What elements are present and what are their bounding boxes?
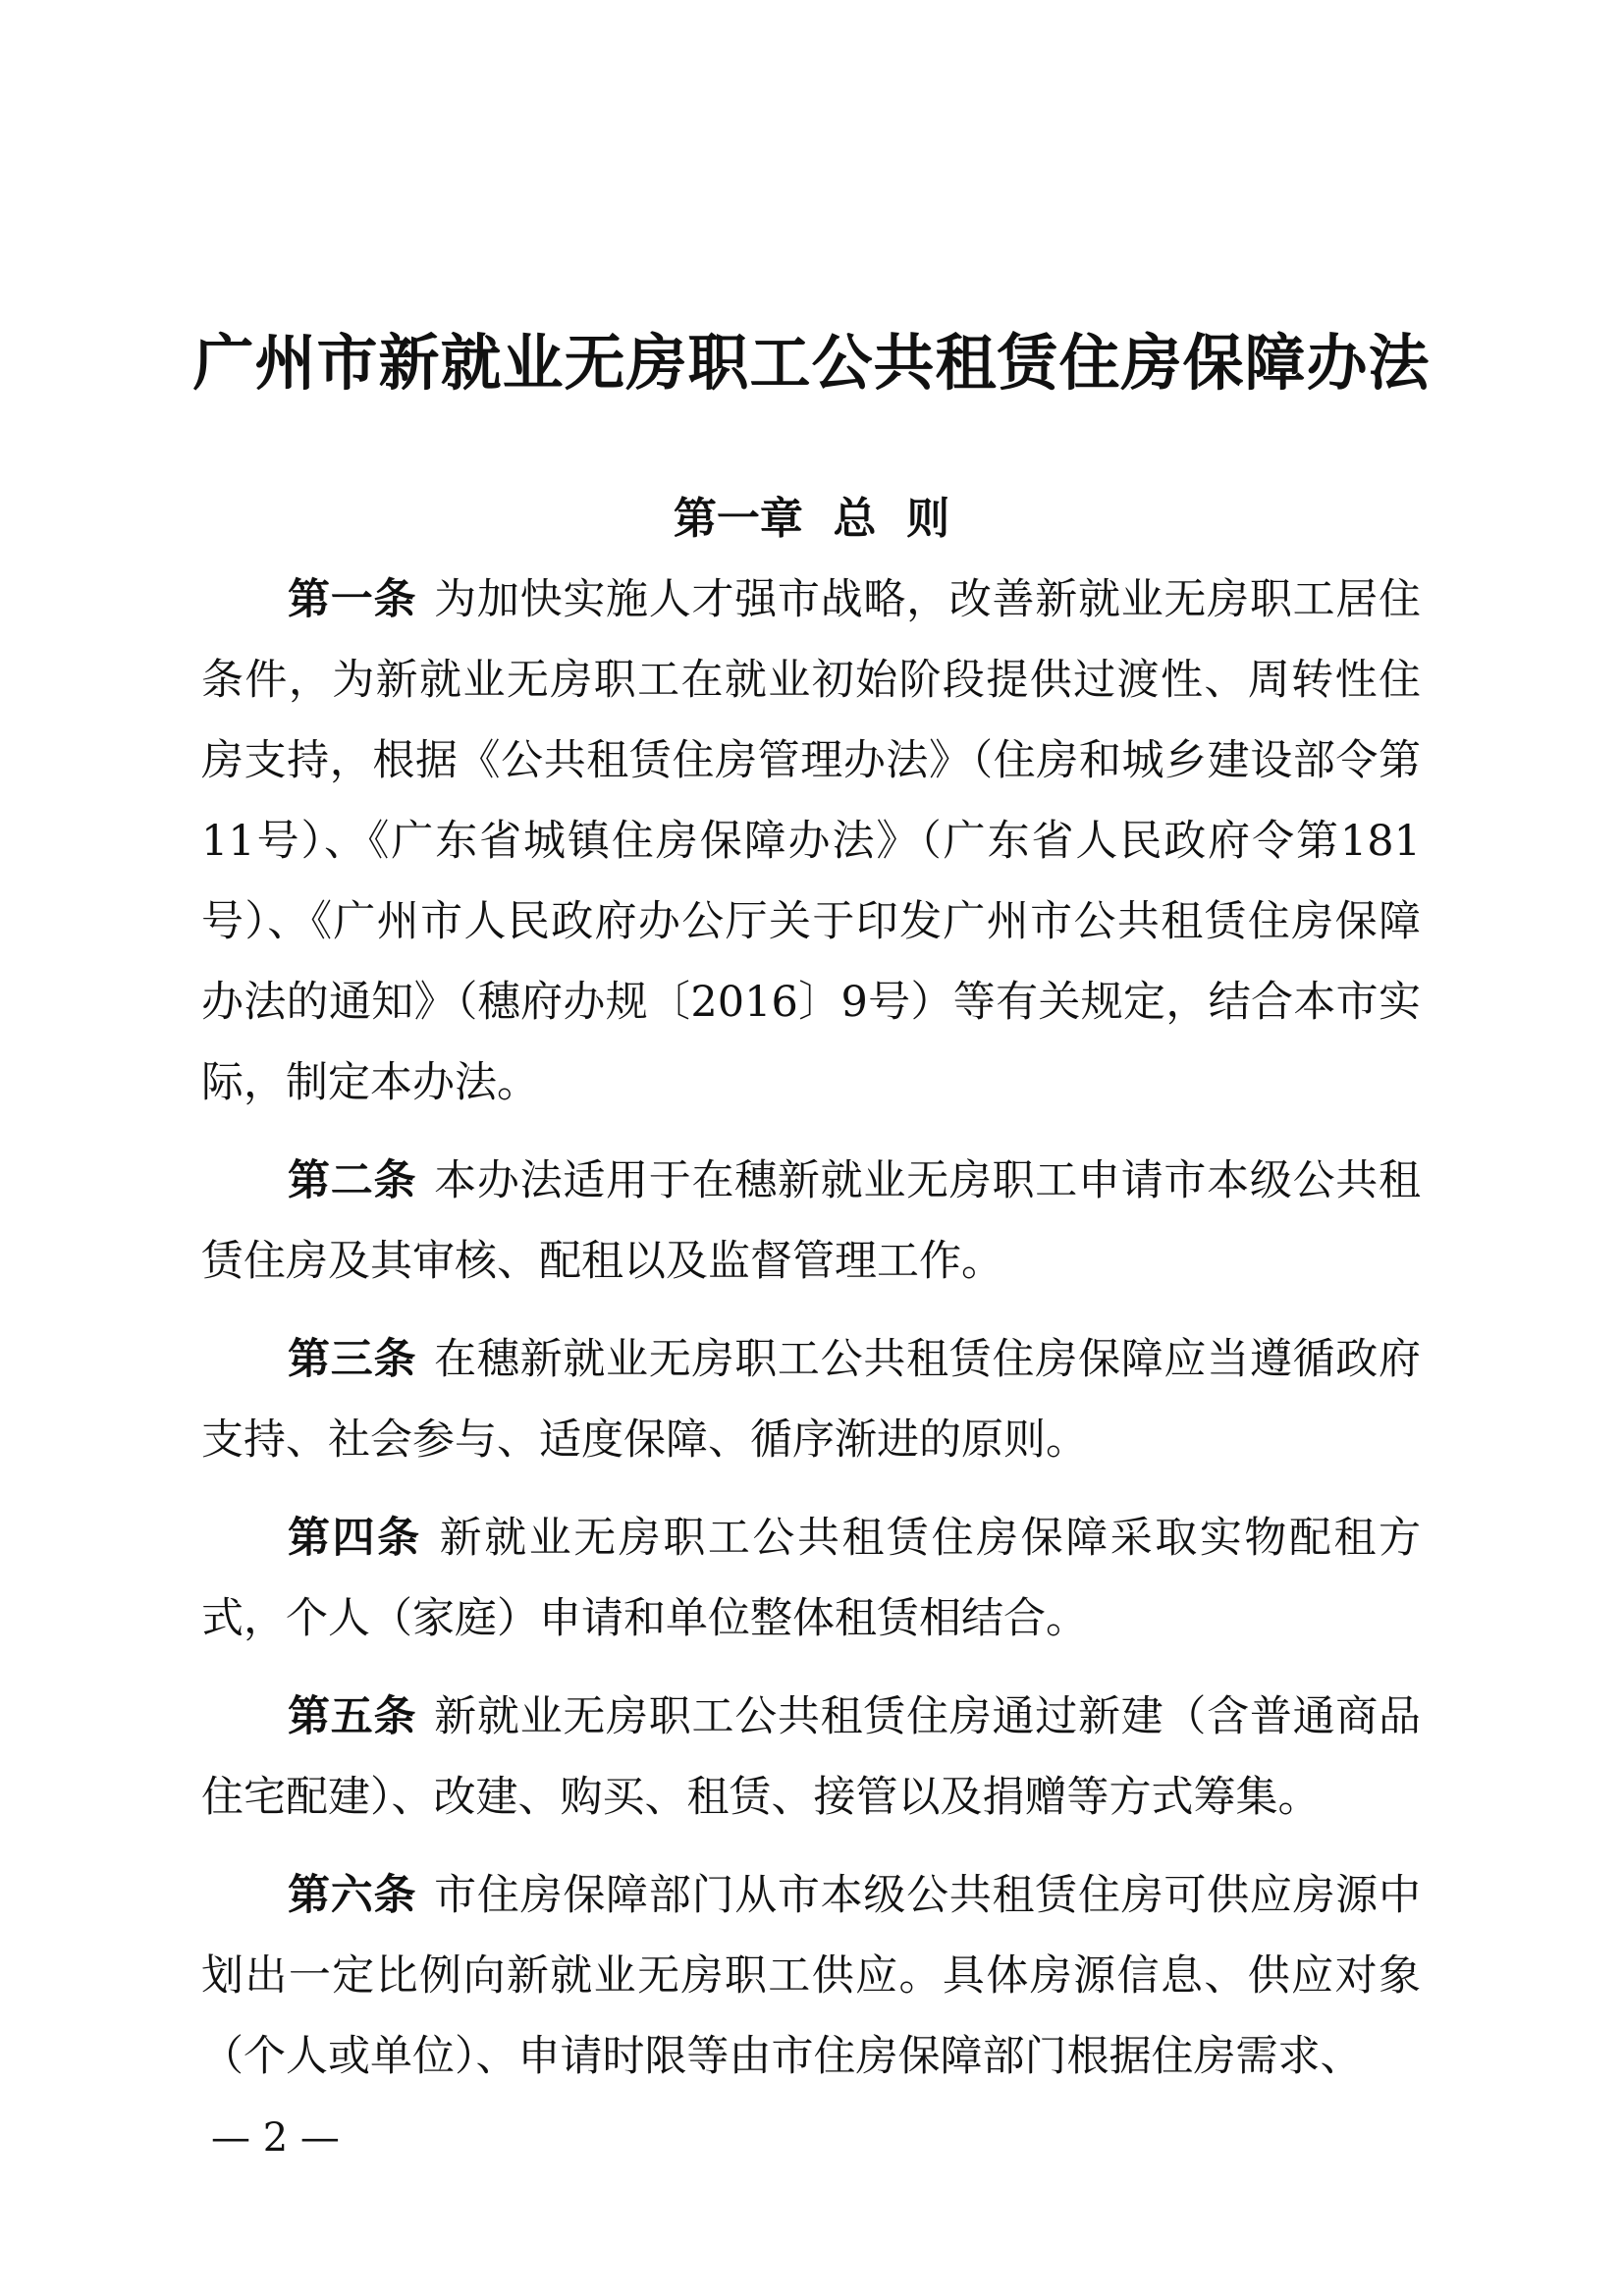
page-number: — 2 — — [211, 2115, 340, 2161]
article-label: 第六条 — [288, 1871, 417, 1920]
article-2 — [201, 1141, 1421, 1302]
article-label: 第一条 — [288, 575, 417, 624]
article-label: 第二条 — [288, 1156, 417, 1205]
chapter-heading: 第一章 总 则 — [673, 494, 950, 544]
article-text: 新就业无房职工公共租赁住房保障采取实物配租方式，个人（家庭）申请和单位整体租赁相结合。 — [201, 1514, 1421, 1643]
article-label: 第四条 — [288, 1514, 422, 1563]
article-3 — [201, 1319, 1421, 1480]
document-body — [201, 560, 1421, 2114]
article-4 — [201, 1498, 1421, 1659]
article-1 — [201, 560, 1421, 1123]
article-label: 第三条 — [288, 1335, 417, 1384]
article-text: 新就业无房职工公共租赁住房通过新建（含普通商品住宅配建）、改建、购买、租赁、接管以及捐赠等方式筹集。 — [201, 1692, 1422, 1822]
article-5 — [201, 1677, 1421, 1838]
article-text: 本办法适用于在穗新就业无房职工申请市本级公共租赁住房及其审核、配租以及监督管理工作。 — [201, 1156, 1422, 1286]
article-label: 第五条 — [288, 1692, 417, 1741]
article-text: 市住房保障部门从市本级公共租赁住房可供应房源中划出一定比例向新就业无房职工供应。具体房源信息、供应对象（个人或单位）、申请时限等由市住房保障部门根据住房需求、 — [201, 1871, 1422, 2081]
article-6 — [201, 1855, 1421, 2097]
document-title: 广州市新就业无房职工公共租赁住房保障办法 — [192, 327, 1431, 399]
article-text: 在穗新就业无房职工公共租赁住房保障应当遵循政府支持、社会参与、适度保障、循序渐进的原则。 — [201, 1335, 1422, 1465]
article-text: 为加快实施人才强市战略，改善新就业无房职工居住条件，为新就业无房职工在就业初始阶段提供过渡性、周转性住房支持，根据《公共租赁住房管理办法》（住房和城乡建设部令第11号）、《广东省城镇住房保障办法》（广东省人民政府令第181号）、《广州市人民政府办公厅关于印发广州市公共租赁住房保障办法的通知》（穗府办规〔2016〕9号）等有关规定，结合本市实际，制定本办法。 — [201, 575, 1422, 1107]
